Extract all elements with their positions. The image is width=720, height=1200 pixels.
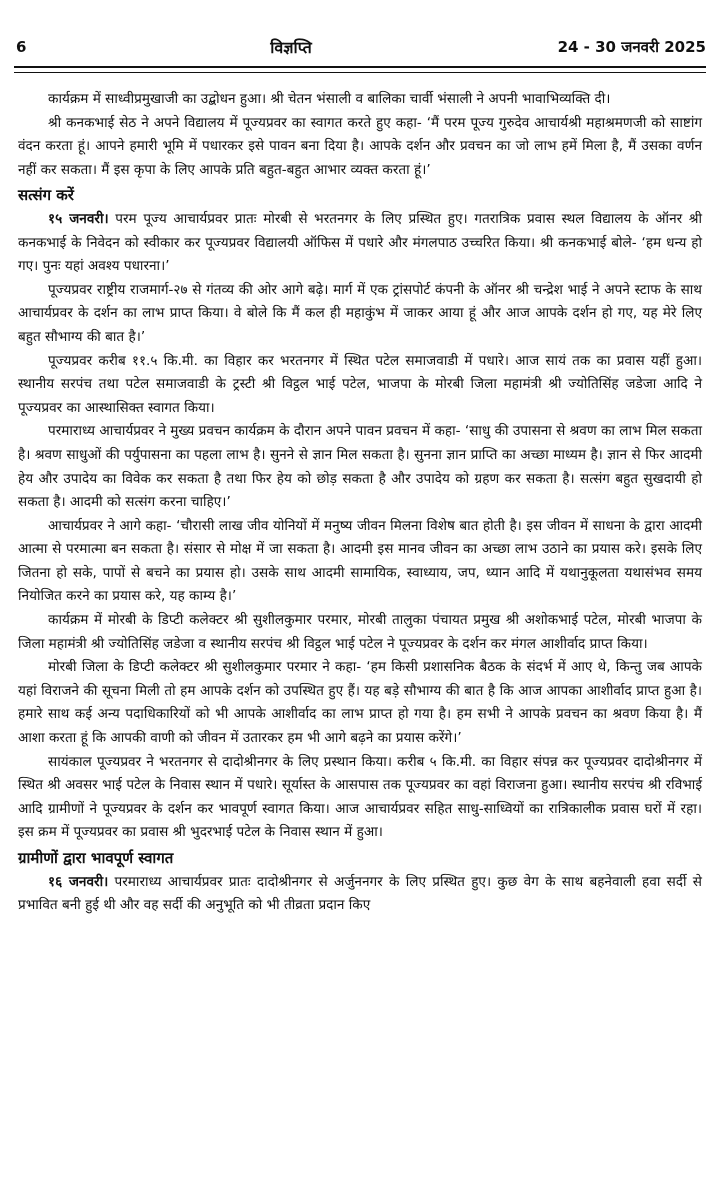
issue-date: 24 - 30 जनवरी 2025 (557, 38, 706, 56)
header-rule-thin (14, 72, 706, 73)
paragraph-text: परमाराध्य आचार्यप्रवर प्रातः दादोश्रीनगर से अर्जुननगर के लिए प्रस्थित हुए। कुछ वेग के साथ बहनेवाली हवा सर्दी से प्रभावित बनी हुई थी और वह सर्दी की अनुभूति को भी तीव्रता प्रदान किए (18, 873, 702, 914)
paragraph: मोरबी जिला के डिप्टी कलेक्टर श्री सुशीलकुमार परमार ने कहा- ‘हम किसी प्रशासनिक बैठक के संदर्भ में आए थे, किन्तु जब आपके यहां विराजने की सूचना मिली तो हम आपके दर्शन को उपस्थित हुए हैं। यह बड़े सौभाग्य की बात है कि आज आपका आशीर्वाद प्राप्त हुआ है। हमारे साथ कई अन्य पदाधिकारियों को भी आपके आशीर्वाद का लाभ प्राप्त हो गया है। हम सभी ने आपके प्रवचन का श्रवण किया है। मैं आशा करता हूं कि आपकी वाणी को जीवन में उतारकर हम भी आगे बढ़ने का प्रयास करेंगे।’ (18, 659, 702, 747)
paragraph: कार्यक्रम में मोरबी के डिप्टी कलेक्टर श्री सुशीलकुमार परमार, मोरबी तालुका पंचायत प्रमुख श्री अशोकभाई पटेल, मोरबी भाजपा के जिला महामंत्री श्री ज्योतिसिंह जडेजा व स्थानीय सरपंच श्री विट्ठल भाई पटेल ने पूज्यप्रवर के दर्शन कर मंगल आशीर्वाद प्राप्त किया। (18, 612, 702, 652)
section-heading: सत्संग करें (18, 186, 74, 205)
paragraph: पूज्यप्रवर राष्ट्रीय राजमार्ग-२७ से गंतव्य की ओर आगे बढ़े। मार्ग में एक ट्रांसपोर्ट कंपनी के ऑनर श्री चन्द्रेश भाई ने अपने स्टाफ के साथ आचार्यप्रवर के दर्शन का लाभ प्राप्त किया। वे बोले कि मैं कल ही महाकुंभ में जाकर आया हूं और आज आपके दर्शन हो गए, यह मेरे लिए बहुत सौभाग्य की बात है।’ (18, 281, 702, 345)
paragraph: आचार्यप्रवर ने आगे कहा- ‘चौरासी लाख जीव योनियों में मनुष्य जीवन मिलना विशेष बात होती है। इस जीवन में साधना के द्वारा आदमी आत्मा से परमात्मा बन सकता है। संसार से मोक्ष में जा सकता है। आदमी इस मानव जीवन का अच्छा लाभ उठाने का प्रयास करे। इसके लिए जितना हो सके, पापों से बचने का प्रयास हो। उसके साथ आदमी सामायिक, स्वाध्याय, जप, ध्यान आदि में यथानुकूलता यथासंभव समय नियोजित करने का प्रयास करे, यह काम्य है।’ (18, 517, 702, 605)
paragraph: कार्यक्रम में साध्वीप्रमुखाजी का उद्बोधन हुआ। श्री चेतन भंसाली व बालिका चार्वी भंसाली ने अपनी भावाभिव्यक्ति दी। (48, 91, 611, 107)
paragraph: पूज्यप्रवर करीब ११.५ कि.मी. का विहार कर भरतनगर में स्थित पटेल समाजवाडी में पधारे। आज सायं तक का प्रवास यहीं हुआ। स्थानीय सरपंच तथा पटेल समाजवाडी के ट्रस्टी श्री विट्ठल भाई पटेल, भाजपा के मोरबी जिला महामंत्री श्री ज्योतिसिंह जडेजा आदि ने पूज्यप्रवर का आस्थासिक्त स्वागत किया। (18, 352, 702, 416)
page-number: 6 (16, 38, 27, 56)
header-rule (14, 66, 706, 68)
date-lead: १६ जनवरी। (48, 873, 109, 890)
paragraph-text: परम पूज्य आचार्यप्रवर प्रातः मोरबी से भरतनगर के लिए प्रस्थित हुए। गतरात्रिक प्रवास स्थल विद्यालय के ऑनर श्री कनकभाई के निवेदन को स्वीकार कर पूज्यप्रवर विद्यालयी ऑफिस में पधारे और मंगलपाठ उच्चरित किया। श्री कनकभाई बोले- ‘हम धन्य हो गए। पुनः यहां अवश्य पधारना।’ (18, 210, 702, 275)
paragraph: सायंकाल पूज्यप्रवर ने भरतनगर से दादोश्रीनगर के लिए प्रस्थान किया। करीब ५ कि.मी. का विहार संपन्न कर पूज्यप्रवर दादोश्रीनगर में स्थित श्री अवसर भाई पटेल के निवास स्थान में पधारे। सूर्यास्त के आसपास तक पूज्यप्रवर का वहां विराजना हुआ। स्थानीय सरपंच श्री रविभाई आदि ग्रामीणों ने पूज्यप्रवर के दर्शन कर भावपूर्ण स्वागत किया। आज आचार्यप्रवर सहित साधु-साध्वियों का रात्रिकालीक प्रवास घरों में रहा। इस क्रम में पूज्यप्रवर का प्रवास श्री भुदरभाई पटेल के निवास स्थान में हुआ। (18, 753, 702, 841)
page-title: विज्ञप्ति (270, 38, 312, 57)
paragraph (18, 208, 702, 279)
paragraph: परमाराध्य आचार्यप्रवर ने मुख्य प्रवचन कार्यक्रम के दौरान अपने पावन प्रवचन में कहा- ‘साधु की उपासना से श्रवण का लाभ मिल सकता है। श्रवण साधुओं की पर्युपासना का पहला लाभ है। सुनने से ज्ञान मिल सकता है। सुनना ज्ञान प्राप्ति का अच्छा माध्यम है। ज्ञान से फिर आदमी हेय और उपादेय का विवेक कर सकता है तथा फिर हेय को छोड़ सकता है और उपादेय को ग्रहण कर सकता है। सत्संग बहुत सुखदायी हो सकता है। आदमी को सत्संग करना चाहिए।’ (18, 423, 702, 511)
section-heading: ग्रामीणों द्वारा भावपूर्ण स्वागत (18, 849, 174, 867)
paragraph: श्री कनकभाई सेठ ने अपने विद्यालय में पूज्यप्रवर का स्वागत करते हुए कहा- ‘मैं परम पूज्य गुरुदेव आचार्यश्री महाश्रमणजी को साष्टांग वंदन करता हूं। आपने हमारी भूमि में पधारकर इसे पावन बना दिया है। आपके दर्शन और प्रवचन का जो लाभ हमें मिला है, मैं उसका वर्णन नहीं कर सकता। मैं इस कृपा के लिए आपके प्रति बहुत-बहुत आभार व्यक्त करता हूं।’ (18, 114, 702, 178)
paragraph (18, 871, 702, 918)
page-header (16, 30, 706, 64)
date-lead: १५ जनवरी। (48, 210, 109, 227)
article-body (18, 88, 702, 918)
